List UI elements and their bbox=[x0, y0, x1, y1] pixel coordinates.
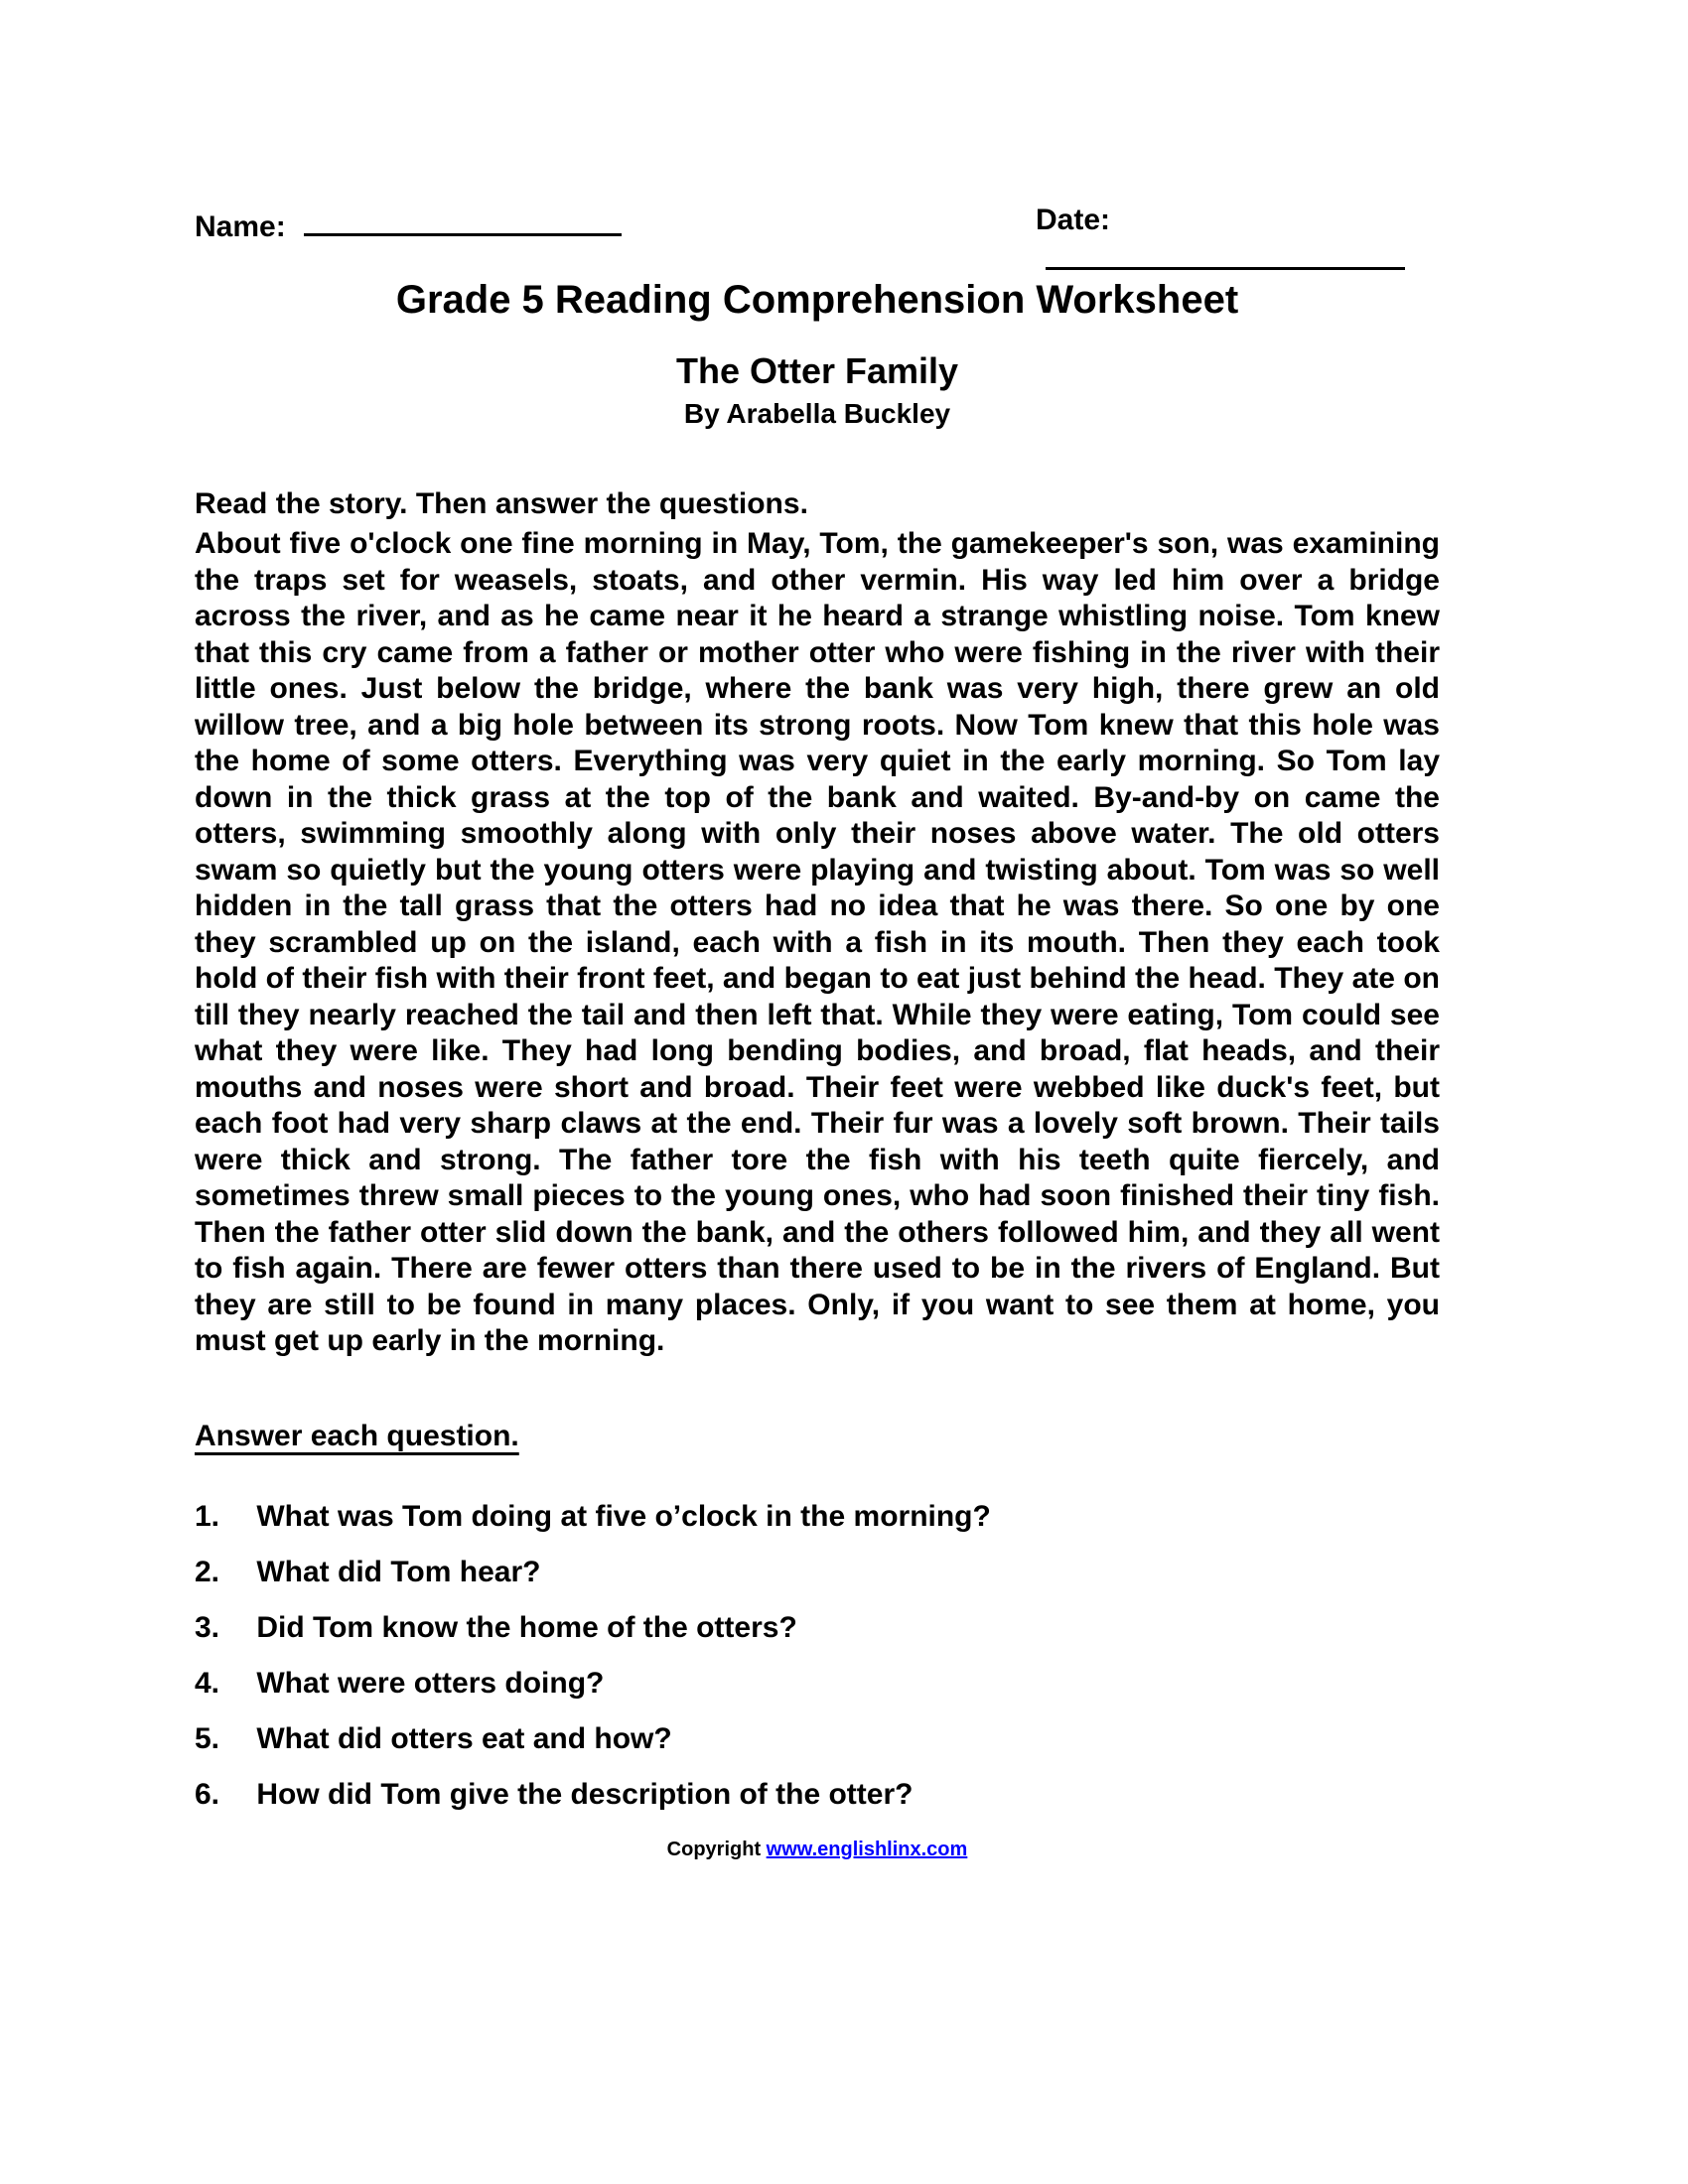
story-byline: By Arabella Buckley bbox=[683, 398, 951, 430]
story-title: The Otter Family bbox=[675, 350, 959, 391]
question-text: What did Tom hear? bbox=[256, 1555, 541, 1588]
worksheet-content bbox=[195, 277, 1440, 1861]
worksheet-title: Grade 5 Reading Comprehension Worksheet bbox=[395, 278, 1239, 322]
question-item bbox=[195, 1721, 1440, 1757]
copyright-link[interactable]: www.englishlinx.com bbox=[766, 1838, 968, 1860]
date-label: Date: bbox=[1036, 204, 1111, 236]
question-number: 4. bbox=[195, 1666, 220, 1700]
footer bbox=[195, 1839, 1440, 1861]
copyright-label: Copyright bbox=[666, 1838, 762, 1860]
story-text: About five o'clock one fine morning in May, Tom, the gamekeeper's son, was examining the traps set for weasels, stoats, and other vermin. His way led him over a bridge across the river, and as he came near it he heard a strange whistling noise. Tom knew that this cry came from a father or mother otter who were fishing in the river with their little ones. Just below the bridge, where the bank was very high, there grew an old willow tree, and a big hole between its strong roots. Now Tom knew that this hole was the home of some otters. Everything was very quiet in the early morning. So Tom lay down in the thick grass at the top of the bank and waited. By-and-by on came the otters, swimming smoothly along with only their noses above water. The old otters swam so quietly but the young otters were playing and twisting about. Tom was so well hidden in the tall grass that the otters had no idea that he was there. So one by one they scrambled up on the island, each with a fish in its mouth. Then they each took hold of their fish with their front feet, and began to eat just behind the head. They ate on till they nearly reached the tail and then left that. While they were eating, Tom could see what they were like. They had long bending bodies, and broad, flat heads, and their mouths and noses were short and broad. Their feet were webbed like duck's feet, but each foot had very sharp claws at the end. Their fur was a lovely soft brown. Their tails were thick and strong. The father tore the fish with his teeth quite fiercely, and sometimes threw small pieces to the young ones, who had soon finished their tiny fish. Then the father otter slid down the bank, and the others followed him, and they all went to fish again. There are fewer otters than there used to be in the rivers of England. But they are still to be found in many places. Only, if you want to see them at home, you must get up early in the morning. bbox=[195, 527, 1440, 1358]
story-instructions: Read the story. Then answer the questions. bbox=[195, 486, 808, 520]
question-item bbox=[195, 1610, 1440, 1646]
date-field bbox=[1036, 204, 1485, 278]
question-text: What did otters eat and how? bbox=[256, 1721, 672, 1755]
question-item bbox=[195, 1499, 1440, 1535]
date-blank-line bbox=[1046, 237, 1405, 270]
question-text: What was Tom doing at five o’clock in the morning? bbox=[256, 1499, 991, 1533]
question-text: Did Tom know the home of the otters? bbox=[256, 1610, 797, 1644]
question-item bbox=[195, 1777, 1440, 1813]
question-text: What were otters doing? bbox=[256, 1666, 605, 1700]
question-number: 6. bbox=[195, 1777, 220, 1811]
question-item bbox=[195, 1555, 1440, 1590]
name-field bbox=[195, 210, 622, 243]
questions-header: Answer each question. bbox=[195, 1419, 519, 1452]
question-item bbox=[195, 1666, 1440, 1702]
question-number: 5. bbox=[195, 1721, 220, 1755]
question-number: 2. bbox=[195, 1555, 220, 1588]
question-text: How did Tom give the description of the otter? bbox=[256, 1777, 914, 1811]
question-number: 3. bbox=[195, 1610, 220, 1644]
name-label: Name: bbox=[195, 210, 286, 243]
questions-list bbox=[195, 1499, 1440, 1813]
name-blank-line bbox=[304, 204, 622, 236]
question-number: 1. bbox=[195, 1499, 220, 1533]
name-date-row bbox=[195, 204, 1485, 245]
